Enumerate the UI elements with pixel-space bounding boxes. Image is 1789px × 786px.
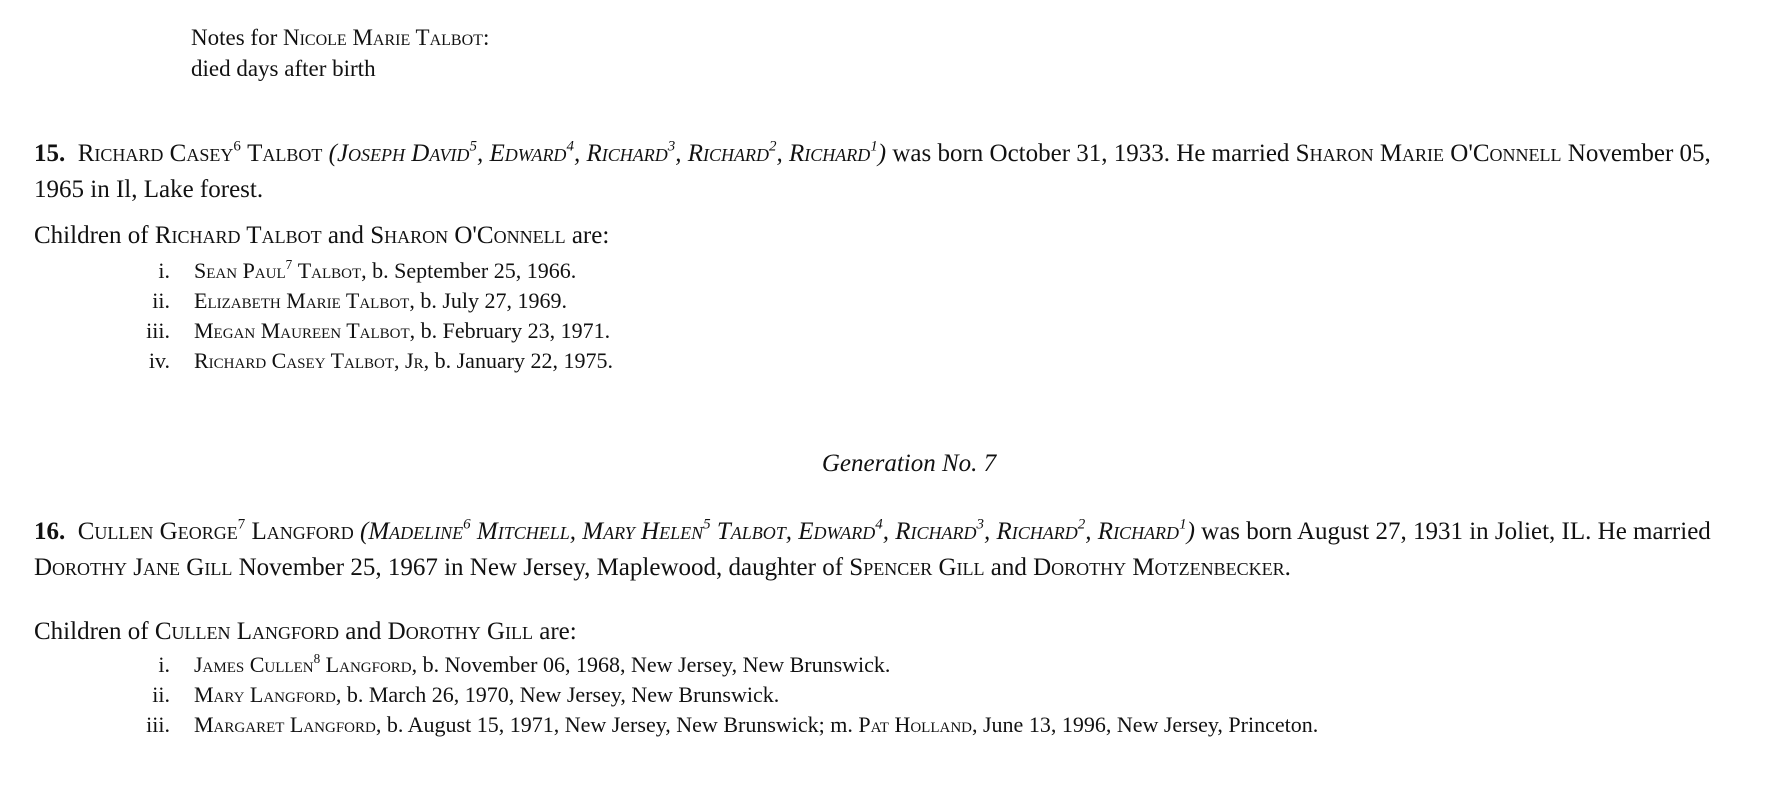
children-heading: Children of Richard Talbot and Sharon O'Connell are: [34, 222, 610, 249]
genealogy-page: Notes for Nicole Marie Talbot: died days after birth 15. Richard Casey$^6$ Talbot (Joseph David$^5$, Edward$^4$, Richard$^3$, Richard$^2$, Richard$^1$) was born October 31, 1933. He married Sharon Marie O'Connell November 05, 1965 in Il, Lake forest. Children of Richard Talbot and Sharon O'Connell are: i. Sean Paul$^7$ Talbot, b. September 25, 1966. ii. Elizabeth Marie Talbot, b. July 27, 1969. iii. Megan Maureen Talbot, b. February 23, 1971. iv. Richard Casey Talbot, Jr, b. January 22, 1975. Generation No. 7 16. Cullen George$^7$ Langford (Madeline$^6$ Mitchell, Mary Helen$^5$ Talbot, Edward$^4$, Richard$^3$, Richard$^2$, Richard$^1$) was born August 27, 1931 in Joliet, IL. He married Dorothy Jane Gill November 25, 1967 in New Jersey, Maplewood, daughter of Spencer Gill and Dorothy Motzenbecker. Children of Cullen Langford and Dorothy Gill are: i. James Cullen$^8$ Langford, b. November 06, 1968, New Jersey, New Brunswick. ii. Mary Langford, b. March 26, 1970, New Jersey, New Brunswick. iii. Margaret Langford, b. August 15, 1971, New Jersey, New Brunswick; m. Pat Holland, June 13, 1996, New Jersey, Princeton. [0, 0, 1789, 786]
parent-name: Spencer Gill [849, 554, 985, 581]
spouse-name: Sharon Marie O'Connell [1295, 140, 1562, 167]
entry-number: 16. [34, 518, 66, 545]
person-surname: Talbot [247, 140, 323, 167]
generation-number: 6 [233, 138, 241, 155]
entry-16: 16. Cullen George$^7$ Langford (Madeline$^6$ Mitchell, Mary Helen$^5$ Talbot, Edward$^4$, Richard$^3$, Richard$^2$, Richard$^1$) was born August 27, 1931 in Joliet, IL. He married Dorothy Jane Gill November 25, 1967 in New Jersey, Maplewood, daughter of Spencer Gill and Dorothy Motzenbecker. [34, 516, 1711, 581]
person-name: Richard Casey [77, 140, 234, 167]
person-surname: Langford [251, 518, 354, 545]
parent-name: Dorothy Motzenbecker [1033, 554, 1285, 581]
notes-block [191, 22, 489, 84]
ancestry-line: (Madeline$^6$ Mitchell, Mary Helen$^5$ Talbot, Edward$^4$, Richard$^3$, Richard$^2$, Richard$^1$) [360, 516, 1195, 545]
children-heading: Children of Cullen Langford and Dorothy Gill are: [34, 618, 577, 645]
generation-heading: Generation No. 7 [821, 450, 997, 477]
notes-text: died days after birth [191, 56, 376, 81]
spouse-name: Dorothy Jane Gill [34, 554, 233, 581]
birth-text: was born August 27, 1931 in Joliet, IL. He married [1201, 518, 1711, 545]
marriage-text: November 05, 1965 in Il, Lake forest. [34, 140, 1711, 203]
ancestry-line: (Joseph David$^5$, Edward$^4$, Richard$^3$, Richard$^2$, Richard$^1$) [328, 138, 887, 167]
birth-text: was born October 31, 1933. He married [892, 140, 1290, 167]
person-name: Cullen George [77, 518, 238, 545]
notes-heading: Notes for Nicole Marie Talbot: [191, 25, 490, 50]
entry-15 [34, 136, 1754, 208]
entry-number: 15. [34, 140, 66, 167]
marriage-text: November 25, 1967 in New Jersey, Maplewood, daughter of [238, 554, 844, 581]
